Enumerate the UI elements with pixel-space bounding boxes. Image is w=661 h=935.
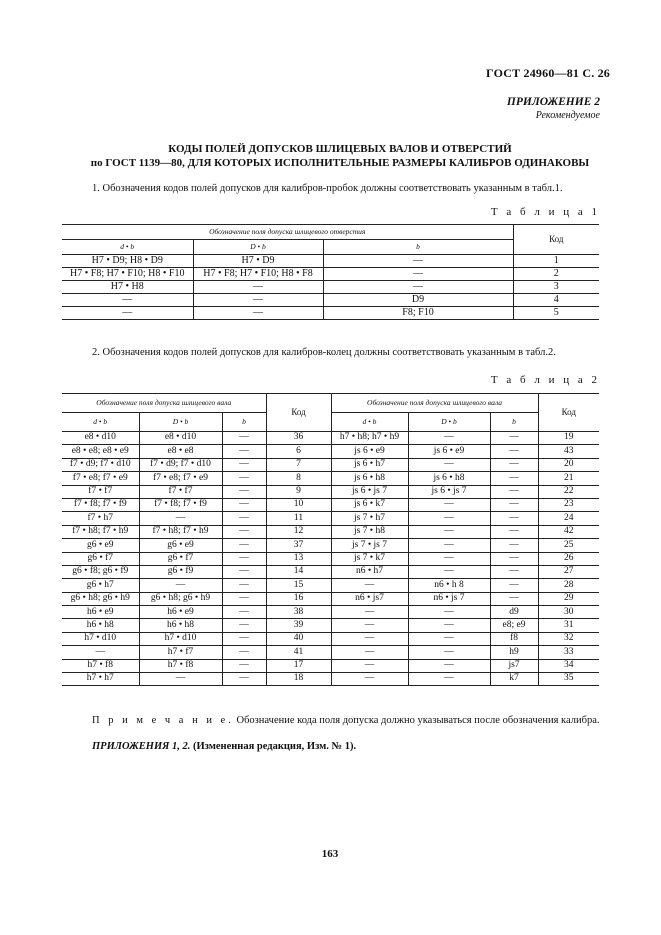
table-cell: 3	[513, 281, 599, 294]
table-2-col-header: b	[490, 413, 538, 432]
appendix-note-text: (Измененная редакция, Изм. № 1).	[192, 741, 357, 752]
appendix-note	[92, 741, 612, 752]
table-cell: —	[408, 632, 490, 645]
table-cell: g6 • h8; g6 • h9	[139, 592, 222, 605]
table-cell: 10	[266, 498, 331, 511]
table-row	[62, 268, 599, 281]
table-cell: H7 • D9	[193, 255, 323, 268]
table-cell: 21	[538, 472, 599, 485]
table-cell: 24	[538, 512, 599, 525]
table-cell: —	[408, 498, 490, 511]
note-text: Обозначение кода поля допуска должно указываться после обозначения калибра.	[236, 715, 600, 726]
table-cell: 8	[266, 472, 331, 485]
table-1-col-header: d • b	[62, 240, 193, 255]
table-cell: e8; e9	[490, 619, 538, 632]
paragraph-1: 1. Обозначения кодов полей допусков для калибров-пробок должны соответствовать указанным в табл.1.	[92, 183, 563, 194]
table-cell: —	[490, 432, 538, 445]
table-cell: 19	[538, 432, 599, 445]
table-cell: h6 • h8	[139, 619, 222, 632]
table-row	[62, 281, 599, 294]
table-cell: f7 • f7	[62, 485, 139, 498]
table-cell: —	[408, 673, 490, 686]
title-line-1: КОДЫ ПОЛЕЙ ДОПУСКОВ ШЛИЦЕВЫХ ВАЛОВ И ОТВЕРСТИЙ	[168, 143, 512, 155]
table-cell: h7 • d10	[62, 632, 139, 645]
table-cell: —	[139, 579, 222, 592]
appendix-label: ПРИЛОЖЕНИЕ 2	[506, 96, 600, 108]
table-cell: H7 • F8; H7 • F10; H8 • F10	[62, 268, 193, 281]
table-cell: 34	[538, 659, 599, 672]
table-cell: —	[408, 512, 490, 525]
table-row	[62, 432, 599, 445]
table-cell: H7 • D9; H8 • D9	[62, 255, 193, 268]
table-cell: —	[408, 432, 490, 445]
table-row	[62, 579, 599, 592]
table-cell: f7 • e8; f7 • e9	[62, 472, 139, 485]
table-cell: —	[490, 498, 538, 511]
table-row	[62, 445, 599, 458]
table-cell: 33	[538, 646, 599, 659]
table-cell: —	[331, 619, 408, 632]
table-cell: —	[222, 472, 266, 485]
table-cell: 36	[266, 432, 331, 445]
table-cell: —	[490, 565, 538, 578]
table-cell: —	[222, 458, 266, 471]
document-header: ГОСТ 24960—81 С. 26	[486, 66, 610, 80]
table-cell: 12	[266, 525, 331, 538]
table-1-group-header: Обозначение поля допуска шлицевого отверстия	[62, 225, 513, 240]
appendix-note-label: ПРИЛОЖЕНИЯ 1, 2.	[92, 741, 191, 752]
table-1-col-header: D • b	[193, 240, 323, 255]
table-cell: n6 • h7	[331, 565, 408, 578]
table-cell: h6 • e9	[139, 606, 222, 619]
table-cell: —	[139, 512, 222, 525]
table-cell: e8 • e8; e8 • e9	[62, 445, 139, 458]
table-row	[62, 294, 599, 307]
table-cell: —	[408, 552, 490, 565]
table-cell: H7 • F8; H7 • F10; H8 • F8	[193, 268, 323, 281]
table-2-right-group-header: Обозначение поля допуска шлицевого вала	[331, 394, 538, 413]
table-cell: 23	[538, 498, 599, 511]
table-cell: g6 • h8; g6 • h9	[62, 592, 139, 605]
table-cell: —	[222, 539, 266, 552]
table-cell: js 6 • js 7	[331, 485, 408, 498]
table-cell: F8; F10	[323, 307, 513, 320]
table-cell: —	[490, 485, 538, 498]
table-cell: g6 • f8; g6 • f9	[62, 565, 139, 578]
table-row	[62, 458, 599, 471]
table-cell: —	[408, 646, 490, 659]
table-cell: 29	[538, 592, 599, 605]
table-cell: —	[62, 307, 193, 320]
table-cell: js 7 • h7	[331, 512, 408, 525]
table-2-col-header: d • b	[62, 413, 139, 432]
table-cell: 18	[266, 673, 331, 686]
table-cell: js 6 • h8	[408, 472, 490, 485]
table-cell: 11	[266, 512, 331, 525]
table-cell: h9	[490, 646, 538, 659]
table-cell: 41	[266, 646, 331, 659]
table-cell: —	[222, 646, 266, 659]
table-cell: js 6 • e9	[408, 445, 490, 458]
table-2-caption: Т а б л и ц а 2	[490, 374, 600, 386]
table-cell: —	[222, 498, 266, 511]
table-cell: —	[331, 659, 408, 672]
table-cell: —	[222, 525, 266, 538]
table-row	[62, 659, 599, 672]
table-cell: 16	[266, 592, 331, 605]
table-cell: h6 • e9	[62, 606, 139, 619]
table-cell: —	[193, 294, 323, 307]
table-1-col-header: b	[323, 240, 513, 255]
table-cell: —	[139, 673, 222, 686]
table-cell: 17	[266, 659, 331, 672]
table-cell: —	[62, 646, 139, 659]
table-cell: 43	[538, 445, 599, 458]
table-2-col-header: D • b	[408, 413, 490, 432]
table-2-body	[62, 432, 599, 686]
table-cell: —	[222, 592, 266, 605]
note	[92, 715, 612, 726]
table-cell: n6 • h 8	[408, 579, 490, 592]
table-cell: —	[408, 565, 490, 578]
table-row	[62, 498, 599, 511]
table-cell: n6 • js7	[331, 592, 408, 605]
table-cell: —	[193, 281, 323, 294]
table-row	[62, 619, 599, 632]
table-cell: 20	[538, 458, 599, 471]
table-row	[62, 632, 599, 645]
table-row	[62, 525, 599, 538]
table-cell: js 6 • h7	[331, 458, 408, 471]
table-cell: js7	[490, 659, 538, 672]
table-cell: n6 • js 7	[408, 592, 490, 605]
table-cell: h7 • f8	[139, 659, 222, 672]
table-cell: —	[331, 579, 408, 592]
table-cell: —	[222, 579, 266, 592]
table-cell: —	[222, 673, 266, 686]
table-cell: 7	[266, 458, 331, 471]
table-cell: h7 • h8; h7 • h9	[331, 432, 408, 445]
table-row	[62, 539, 599, 552]
table-cell: h7 • d10	[139, 632, 222, 645]
table-cell: —	[193, 307, 323, 320]
table-1-code-header: Код	[513, 225, 599, 255]
table-row	[62, 592, 599, 605]
table-cell: 15	[266, 579, 331, 592]
table-cell: f7 • e8; f7 • e9	[139, 472, 222, 485]
table-cell: —	[331, 606, 408, 619]
table-cell: 39	[266, 619, 331, 632]
table-cell: —	[490, 525, 538, 538]
table-cell: —	[490, 445, 538, 458]
table-cell: —	[323, 255, 513, 268]
table-cell: —	[490, 472, 538, 485]
table-1-body	[62, 255, 599, 320]
table-cell: d9	[490, 606, 538, 619]
table-cell: 4	[513, 294, 599, 307]
table-2-col-header: d • b	[331, 413, 408, 432]
table-row	[62, 255, 599, 268]
table-cell: h7 • f7	[139, 646, 222, 659]
table-cell: g6 • f7	[62, 552, 139, 565]
table-cell: 6	[266, 445, 331, 458]
table-cell: f7 • h7	[62, 512, 139, 525]
table-cell: f7 • d9; f7 • d10	[139, 458, 222, 471]
table-row	[62, 552, 599, 565]
table-cell: js 7 • k7	[331, 552, 408, 565]
table-cell: 30	[538, 606, 599, 619]
table-cell: e8 • e8	[139, 445, 222, 458]
table-2	[62, 393, 599, 686]
table-row	[62, 606, 599, 619]
table-row	[62, 565, 599, 578]
table-cell: —	[222, 659, 266, 672]
table-cell: f7 • d9; f7 • d10	[62, 458, 139, 471]
table-cell: —	[222, 619, 266, 632]
table-cell: —	[222, 485, 266, 498]
table-cell: —	[222, 432, 266, 445]
table-cell: g6 • e9	[62, 539, 139, 552]
table-cell: 31	[538, 619, 599, 632]
table-2-left-group-header: Обозначение поля допуска шлицевого вала	[62, 394, 266, 413]
table-cell: f7 • h8; f7 • h9	[139, 525, 222, 538]
table-cell: g6 • h7	[62, 579, 139, 592]
paragraph-2: 2. Обозначения кодов полей допусков для калибров-колец должны соответствовать указанным в табл.2.	[92, 347, 556, 358]
table-1-caption: Т а б л и ц а 1	[490, 206, 600, 218]
table-cell: —	[323, 281, 513, 294]
table-cell: f8	[490, 632, 538, 645]
table-1	[62, 224, 599, 320]
table-cell: H7 • H8	[62, 281, 193, 294]
table-2-col-header: D • b	[139, 413, 222, 432]
table-cell: —	[408, 525, 490, 538]
table-cell: h7 • f8	[62, 659, 139, 672]
table-cell: 5	[513, 307, 599, 320]
table-cell: D9	[323, 294, 513, 307]
table-cell: —	[408, 458, 490, 471]
table-cell: 27	[538, 565, 599, 578]
table-cell: g6 • f7	[139, 552, 222, 565]
table-cell: —	[408, 539, 490, 552]
table-cell: js 6 • js 7	[408, 485, 490, 498]
table-cell: —	[331, 673, 408, 686]
table-cell: f7 • f8; f7 • f9	[139, 498, 222, 511]
table-cell: —	[490, 458, 538, 471]
note-label: П р и м е ч а н и е.	[92, 715, 234, 726]
table-cell: e8 • d10	[62, 432, 139, 445]
table-row	[62, 485, 599, 498]
table-cell: 14	[266, 565, 331, 578]
table-cell: 13	[266, 552, 331, 565]
table-cell: 25	[538, 539, 599, 552]
table-cell: —	[490, 592, 538, 605]
table-cell: —	[323, 268, 513, 281]
table-cell: k7	[490, 673, 538, 686]
table-cell: —	[408, 606, 490, 619]
table-cell: 26	[538, 552, 599, 565]
table-cell: h6 • h8	[62, 619, 139, 632]
table-cell: —	[222, 565, 266, 578]
table-cell: —	[222, 445, 266, 458]
table-cell: 2	[513, 268, 599, 281]
table-cell: 22	[538, 485, 599, 498]
table-cell: —	[331, 632, 408, 645]
table-cell: f7 • f8; f7 • f9	[62, 498, 139, 511]
page-number: 163	[321, 848, 339, 860]
table-2-code-header-left: Код	[266, 394, 331, 432]
table-cell: 28	[538, 579, 599, 592]
table-row	[62, 472, 599, 485]
table-cell: 40	[266, 632, 331, 645]
table-cell: g6 • e9	[139, 539, 222, 552]
table-cell: —	[222, 552, 266, 565]
recommended-label: Рекомендуемое	[535, 110, 600, 121]
table-cell: js 6 • e9	[331, 445, 408, 458]
table-2-col-header: b	[222, 413, 266, 432]
table-cell: 1	[513, 255, 599, 268]
table-cell: 38	[266, 606, 331, 619]
table-2-code-header-right: Код	[538, 394, 599, 432]
table-row	[62, 673, 599, 686]
table-cell: 42	[538, 525, 599, 538]
table-cell: —	[490, 539, 538, 552]
table-cell: h7 • h7	[62, 673, 139, 686]
table-cell: js 6 • k7	[331, 498, 408, 511]
table-cell: —	[222, 512, 266, 525]
table-row	[62, 512, 599, 525]
table-row	[62, 307, 599, 320]
table-cell: 32	[538, 632, 599, 645]
table-row	[62, 646, 599, 659]
table-cell: f7 • h8; f7 • h9	[62, 525, 139, 538]
table-cell: f7 • f7	[139, 485, 222, 498]
table-cell: —	[408, 659, 490, 672]
table-cell: js 7 • h8	[331, 525, 408, 538]
table-cell: 37	[266, 539, 331, 552]
table-cell: e8 • d10	[139, 432, 222, 445]
table-cell: —	[222, 606, 266, 619]
table-cell: —	[222, 632, 266, 645]
title-line-2: по ГОСТ 1139—80, ДЛЯ КОТОРЫХ ИСПОЛНИТЕЛЬНЫЕ РАЗМЕРЫ КАЛИБРОВ ОДИНАКОВЫ	[90, 157, 590, 169]
table-cell: —	[490, 512, 538, 525]
table-cell: 35	[538, 673, 599, 686]
table-cell: js 7 • js 7	[331, 539, 408, 552]
table-cell: —	[331, 646, 408, 659]
table-cell: —	[490, 552, 538, 565]
table-cell: —	[490, 579, 538, 592]
table-cell: —	[408, 619, 490, 632]
table-cell: —	[62, 294, 193, 307]
table-cell: js 6 • h8	[331, 472, 408, 485]
table-cell: g6 • f9	[139, 565, 222, 578]
table-cell: 9	[266, 485, 331, 498]
